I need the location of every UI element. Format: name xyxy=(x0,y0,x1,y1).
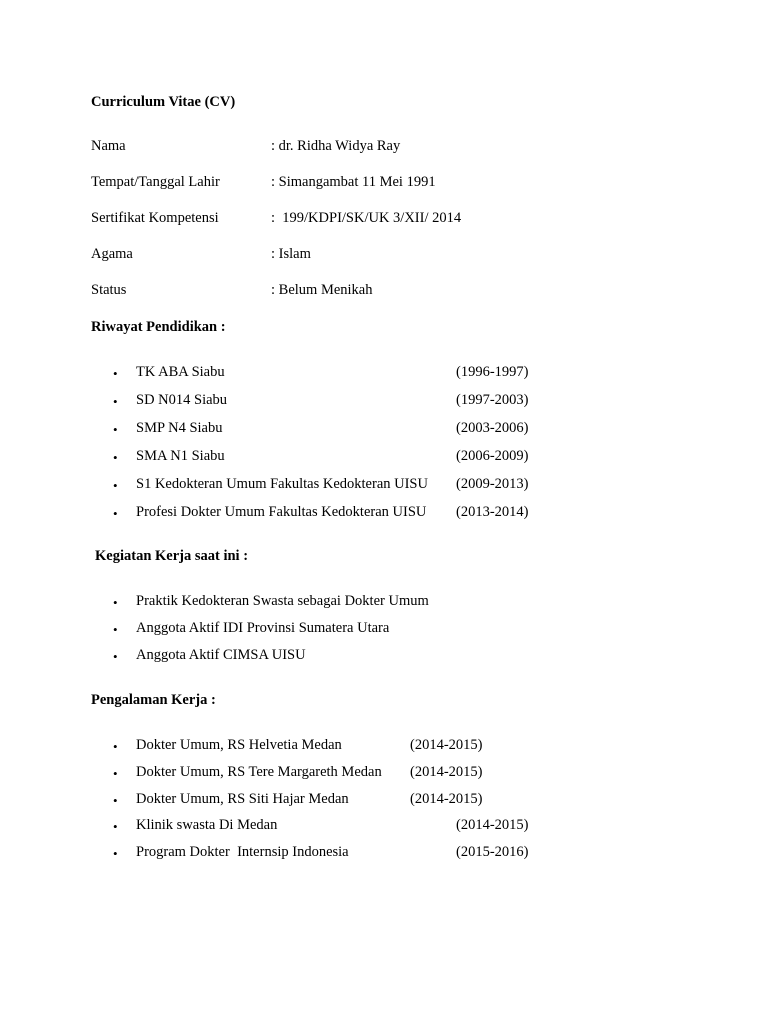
experience-item: Klinik swasta Di Medan xyxy=(136,817,278,833)
education-item: SMP N4 Siabu xyxy=(136,420,223,436)
personal-label-certificate: Sertifikat Kompetensi xyxy=(91,210,219,226)
personal-value-status: : Belum Menikah xyxy=(271,282,373,298)
education-heading: Riwayat Pendidikan : xyxy=(91,319,226,335)
bullet-icon: • xyxy=(113,622,118,637)
current-activity-item: Praktik Kedokteran Swasta sebagai Dokter Umum xyxy=(136,593,429,609)
experience-years: (2014-2015) xyxy=(410,791,483,807)
education-years: (1997-2003) xyxy=(456,392,529,408)
education-item: Profesi Dokter Umum Fakultas Kedokteran UISU xyxy=(136,504,427,520)
education-years: (2006-2009) xyxy=(456,448,529,464)
experience-item: Dokter Umum, RS Tere Margareth Medan xyxy=(136,764,382,780)
experience-years: (2014-2015) xyxy=(410,764,483,780)
bullet-icon: • xyxy=(113,819,118,834)
experience-item: Dokter Umum, RS Siti Hajar Medan xyxy=(136,791,349,807)
bullet-icon: • xyxy=(113,766,118,781)
experience-item: Program Dokter Internsip Indonesia xyxy=(136,844,349,860)
experience-heading: Pengalaman Kerja : xyxy=(91,692,216,708)
education-item: TK ABA Siabu xyxy=(136,364,225,380)
bullet-icon: • xyxy=(113,595,118,610)
personal-label-nama: Nama xyxy=(91,138,126,154)
personal-value-certificate: : 199/KDPI/SK/UK 3/XII/ 2014 xyxy=(271,210,462,226)
personal-value-birth: : Simangambat 11 Mei 1991 xyxy=(271,174,436,190)
personal-label-status: Status xyxy=(91,282,127,298)
bullet-icon: • xyxy=(113,366,118,381)
bullet-icon: • xyxy=(113,422,118,437)
bullet-icon: • xyxy=(113,506,118,521)
current-activity-item: Anggota Aktif CIMSA UISU xyxy=(136,647,306,663)
experience-years: (2015-2016) xyxy=(456,844,529,860)
bullet-icon: • xyxy=(113,478,118,493)
education-item: SMA N1 Siabu xyxy=(136,448,225,464)
education-item: S1 Kedokteran Umum Fakultas Kedokteran UISU xyxy=(136,476,428,492)
page-title: Curriculum Vitae (CV) xyxy=(91,94,236,110)
bullet-icon: • xyxy=(113,394,118,409)
experience-years: (2014-2015) xyxy=(456,817,529,833)
current-activity-item: Anggota Aktif IDI Provinsi Sumatera Utara xyxy=(136,620,390,636)
current-activities-heading: Kegiatan Kerja saat ini : xyxy=(95,548,249,564)
education-years: (2013-2014) xyxy=(456,504,529,520)
personal-value-nama: : dr. Ridha Widya Ray xyxy=(271,138,401,154)
experience-years: (2014-2015) xyxy=(410,737,483,753)
bullet-icon: • xyxy=(113,793,118,808)
bullet-icon: • xyxy=(113,739,118,754)
personal-label-birth: Tempat/Tanggal Lahir xyxy=(91,174,220,190)
bullet-icon: • xyxy=(113,450,118,465)
education-years: (1996-1997) xyxy=(456,364,529,380)
education-years: (2003-2006) xyxy=(456,420,529,436)
education-item: SD N014 Siabu xyxy=(136,392,228,408)
education-years: (2009-2013) xyxy=(456,476,529,492)
personal-value-religion: : Islam xyxy=(271,246,311,262)
experience-item: Dokter Umum, RS Helvetia Medan xyxy=(136,737,342,753)
bullet-icon: • xyxy=(113,846,118,861)
bullet-icon: • xyxy=(113,649,118,664)
personal-label-religion: Agama xyxy=(91,246,133,262)
